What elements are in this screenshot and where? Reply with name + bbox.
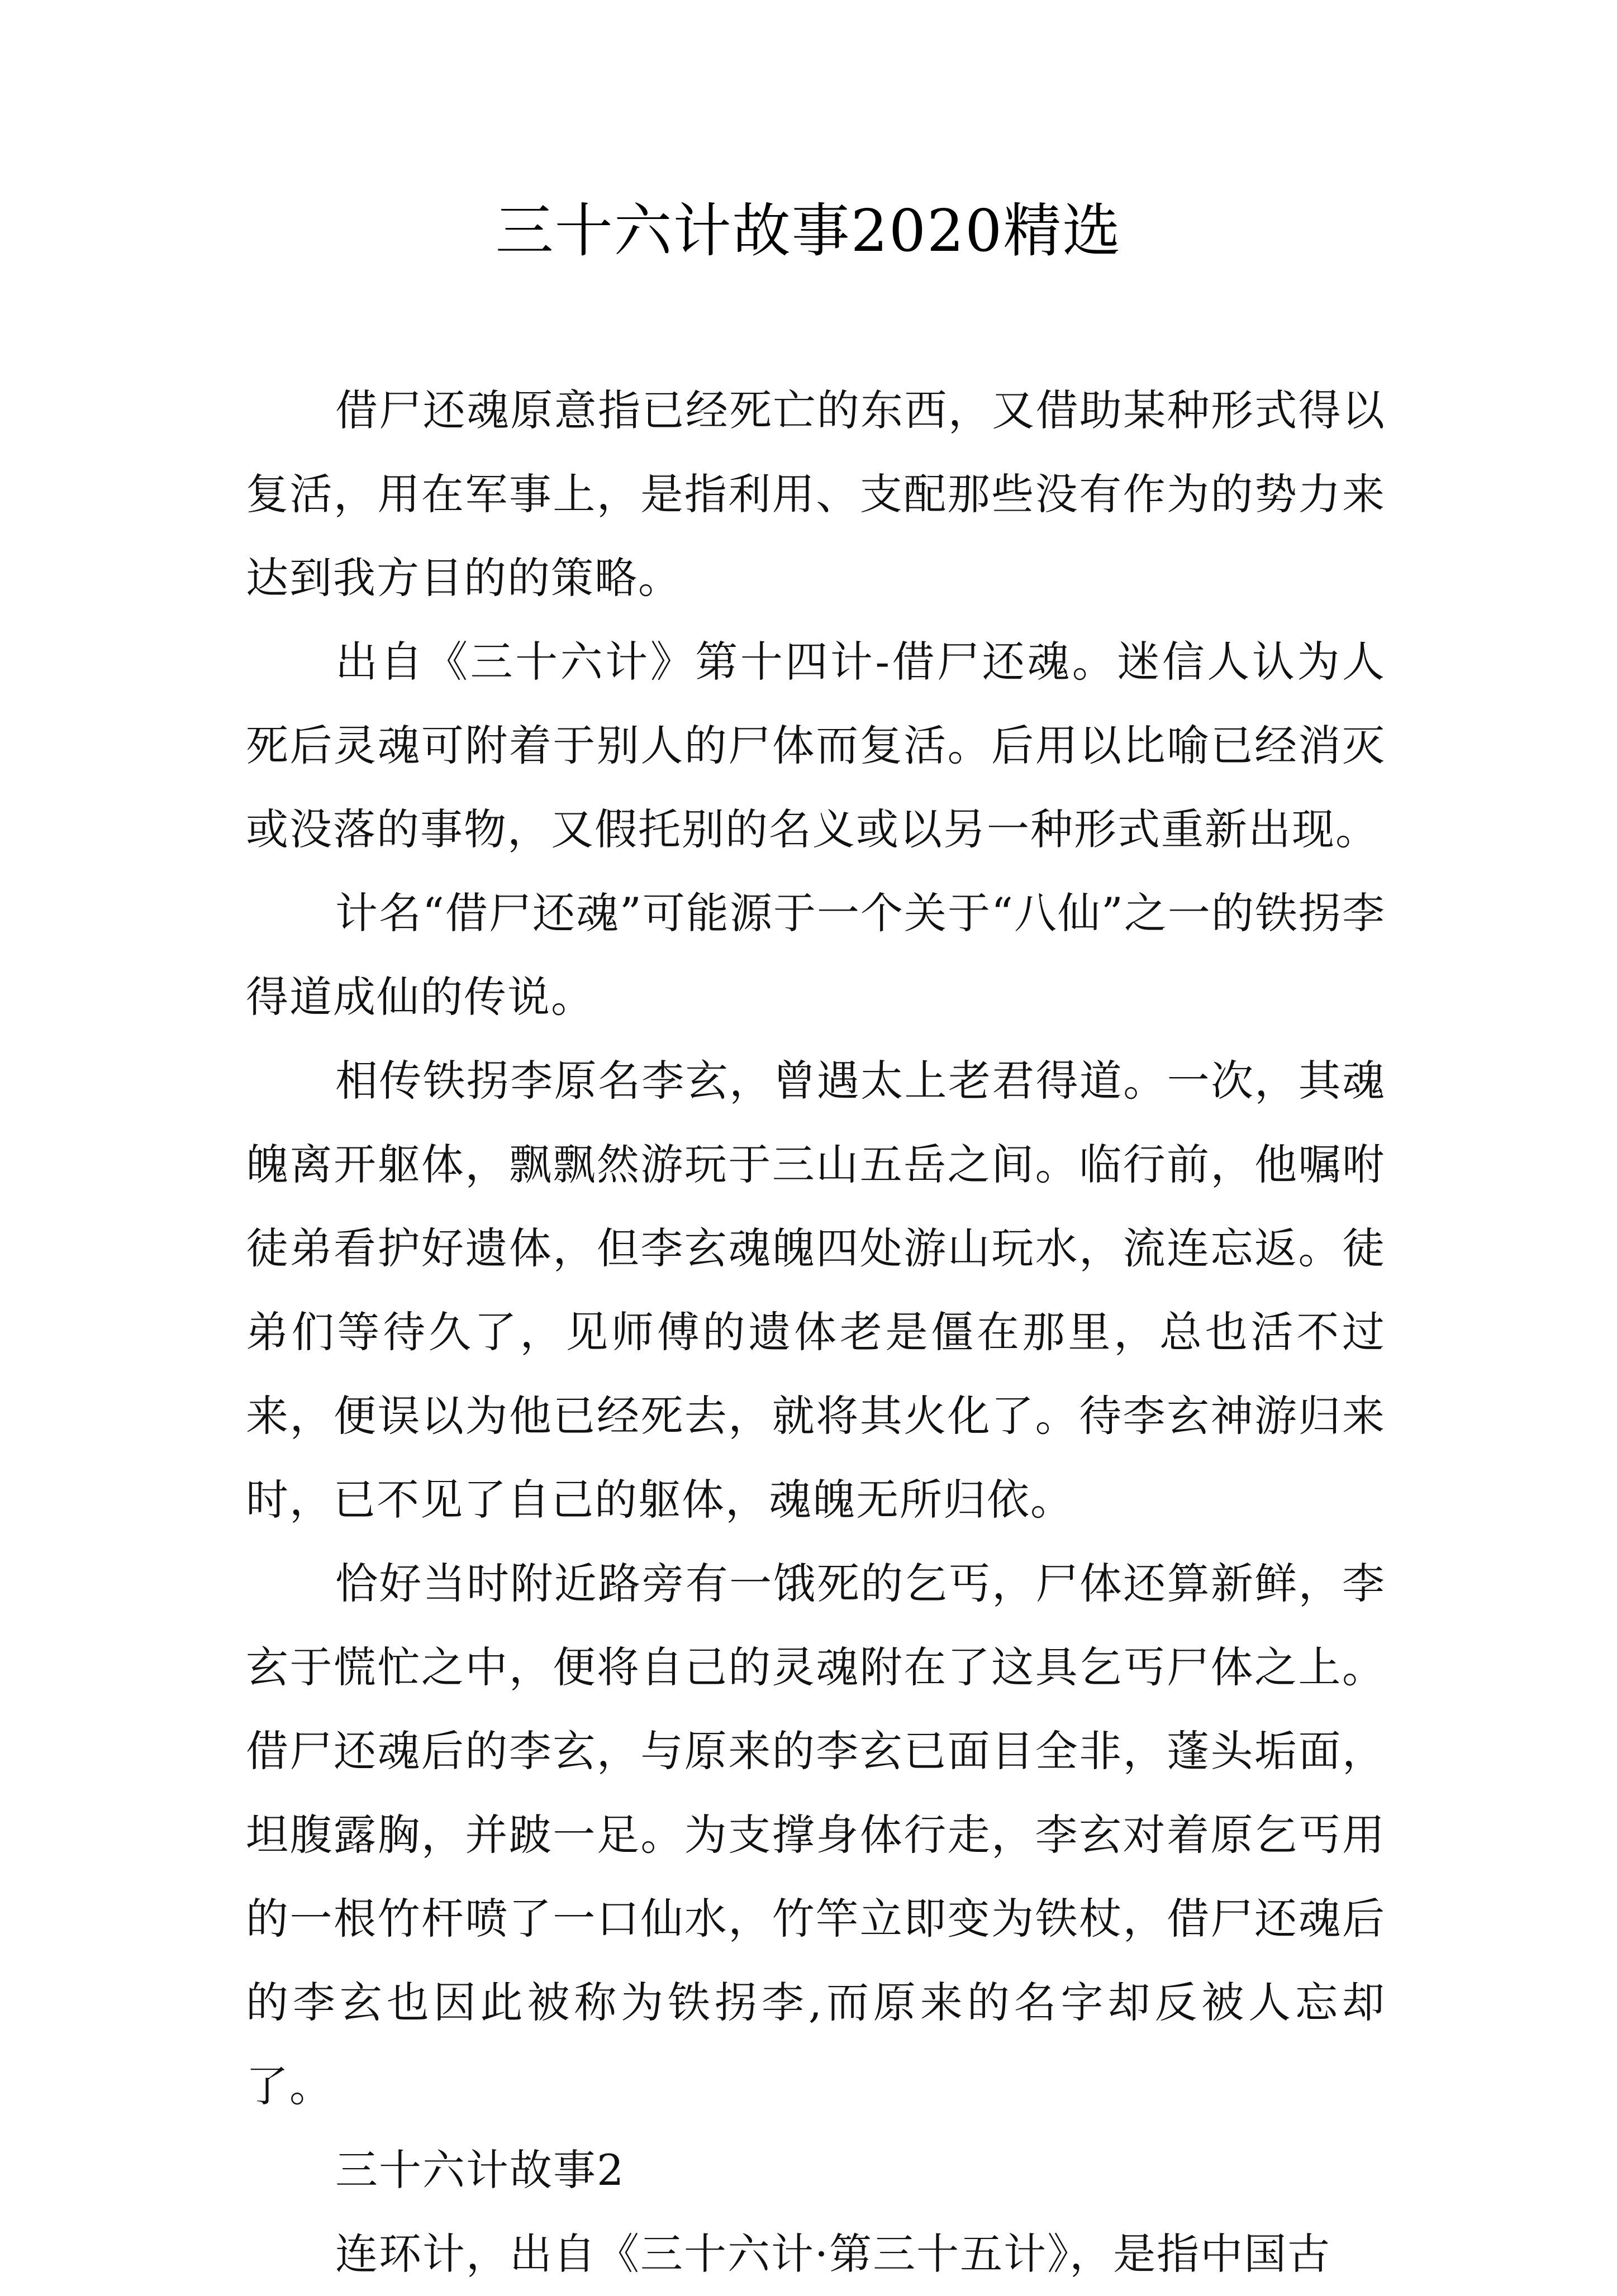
document-body xyxy=(246,369,1386,2296)
paragraph-4: 相传铁拐李原名李玄，曾遇太上老君得道。一次，其魂魄离开躯体，飘飘然游玩于三山五岳之间。临行前，他嘱咐徒弟看护好遗体，但李玄魂魄四处游山玩水，流连忘返。徒弟们等待久了，见师傅的遗体老是僵在那里，总也活不过来，便误以为他已经死去，就将其火化了。待李玄神游归来时，已不见了自己的躯体，魂魄无所归依。 xyxy=(246,1056,1386,1525)
paragraph-1: 借尸还魂原意指已经死亡的东西，又借助某种形式得以复活，用在军事上，是指利用、支配那些没有作为的势力来达到我方目的的策略。 xyxy=(246,385,1386,603)
paragraph-3: 计名“借尸还魂”可能源于一个关于“八仙”之一的铁拐李得道成仙的传说。 xyxy=(246,888,1386,1022)
paragraph-5: 恰好当时附近路旁有一饿死的乞丐，尸体还算新鲜，李玄于慌忙之中，便将自己的灵魂附在了这具乞丐尸体之上。借尸还魂后的李玄，与原来的李玄已面目全非，蓬头垢面，坦腹露胸，并跛一足。为支撑身体行走，李玄对着原乞丐用的一根竹杆喷了一口仙水，竹竿立即变为铁杖，借尸还魂后的李玄也因此被称为铁拐李,而原来的名字却反被人忘却了。 xyxy=(246,1559,1386,2111)
paragraph-6: 连环计，出自《三十六计·第三十五计》，是指中国古 xyxy=(335,2229,1331,2279)
section-heading-2: 三十六计故事2 xyxy=(335,2145,625,2195)
paragraph-2: 出自《三十六计》第十四计-借尸还魂。迷信人认为人死后灵魂可附着于别人的尸体而复活。后用以比喻已经消灭或没落的事物，又假托别的名义或以另一种形式重新出现。 xyxy=(246,637,1386,854)
document-title: 三十六计故事2020精选 xyxy=(495,197,1122,265)
